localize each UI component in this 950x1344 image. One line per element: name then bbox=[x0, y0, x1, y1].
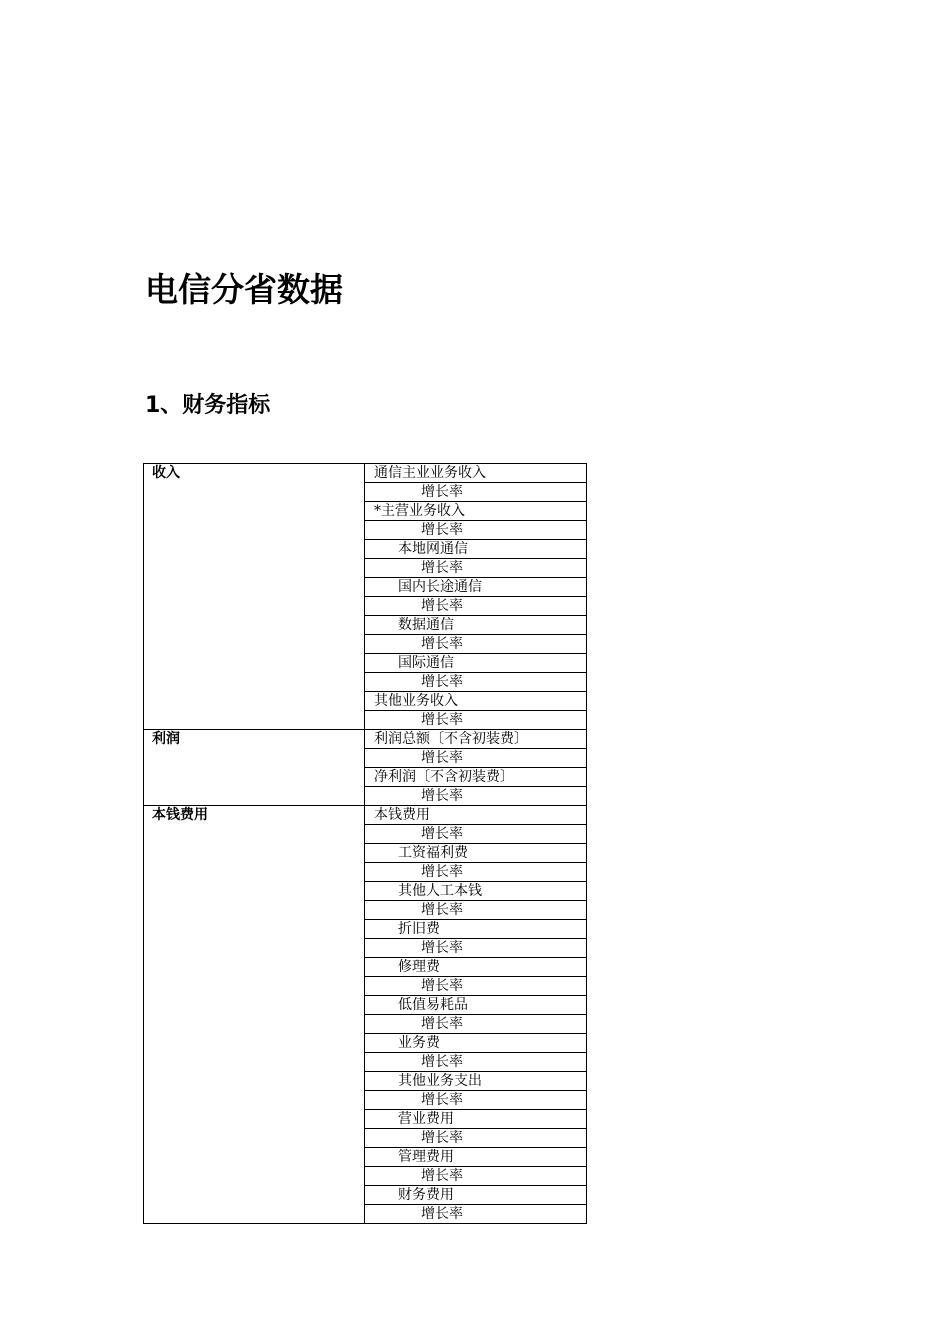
indicator-cell: 其他业务收入 bbox=[365, 692, 587, 711]
table-row bbox=[144, 730, 587, 749]
growth-rate-cell: 增长率 bbox=[365, 863, 587, 882]
table-row bbox=[144, 464, 587, 483]
indicator-cell: 国际通信 bbox=[365, 654, 587, 673]
growth-rate-cell: 增长率 bbox=[365, 483, 587, 502]
growth-rate-cell: 增长率 bbox=[365, 901, 587, 920]
growth-rate-cell: 增长率 bbox=[365, 521, 587, 540]
growth-rate-cell: 增长率 bbox=[365, 597, 587, 616]
indicator-cell: 营业费用 bbox=[365, 1110, 587, 1129]
indicator-cell: 管理费用 bbox=[365, 1148, 587, 1167]
indicator-cell: 本钱费用 bbox=[365, 806, 587, 825]
growth-rate-cell: 增长率 bbox=[365, 559, 587, 578]
indicator-cell: 财务费用 bbox=[365, 1186, 587, 1205]
indicator-cell: 数据通信 bbox=[365, 616, 587, 635]
growth-rate-cell: 增长率 bbox=[365, 1091, 587, 1110]
indicator-cell: 其他人工本钱 bbox=[365, 882, 587, 901]
indicator-cell: 利润总额〔不含初装费〕 bbox=[365, 730, 587, 749]
category-cell: 收入 bbox=[144, 464, 365, 730]
category-cell: 本钱费用 bbox=[144, 806, 365, 1224]
indicator-cell: 通信主业业务收入 bbox=[365, 464, 587, 483]
growth-rate-cell: 增长率 bbox=[365, 1129, 587, 1148]
indicator-cell: 净利润〔不含初装费〕 bbox=[365, 768, 587, 787]
growth-rate-cell: 增长率 bbox=[365, 749, 587, 768]
growth-rate-cell: 增长率 bbox=[365, 711, 587, 730]
indicator-cell: 业务费 bbox=[365, 1034, 587, 1053]
growth-rate-cell: 增长率 bbox=[365, 1053, 587, 1072]
financial-indicators-table bbox=[143, 463, 587, 1224]
growth-rate-cell: 增长率 bbox=[365, 939, 587, 958]
category-cell: 利润 bbox=[144, 730, 365, 806]
indicator-cell: 工资福利费 bbox=[365, 844, 587, 863]
growth-rate-cell: 增长率 bbox=[365, 635, 587, 654]
section-title: 1、财务指标 bbox=[145, 393, 271, 418]
growth-rate-cell: 增长率 bbox=[365, 1167, 587, 1186]
indicator-cell: 低值易耗品 bbox=[365, 996, 587, 1015]
growth-rate-cell: 增长率 bbox=[365, 787, 587, 806]
table-row bbox=[144, 806, 587, 825]
indicator-cell: 国内长途通信 bbox=[365, 578, 587, 597]
growth-rate-cell: 增长率 bbox=[365, 1205, 587, 1224]
growth-rate-cell: 增长率 bbox=[365, 825, 587, 844]
growth-rate-cell: 增长率 bbox=[365, 977, 587, 996]
growth-rate-cell: 增长率 bbox=[365, 673, 587, 692]
indicator-cell: 修理费 bbox=[365, 958, 587, 977]
indicator-cell: *主营业务收入 bbox=[365, 502, 587, 521]
indicator-cell: 其他业务支出 bbox=[365, 1072, 587, 1091]
growth-rate-cell: 增长率 bbox=[365, 1015, 587, 1034]
indicator-cell: 折旧费 bbox=[365, 920, 587, 939]
financial-indicators-table-body bbox=[144, 464, 587, 1224]
indicator-cell: 本地网通信 bbox=[365, 540, 587, 559]
document-title: 电信分省数据 bbox=[145, 270, 343, 309]
